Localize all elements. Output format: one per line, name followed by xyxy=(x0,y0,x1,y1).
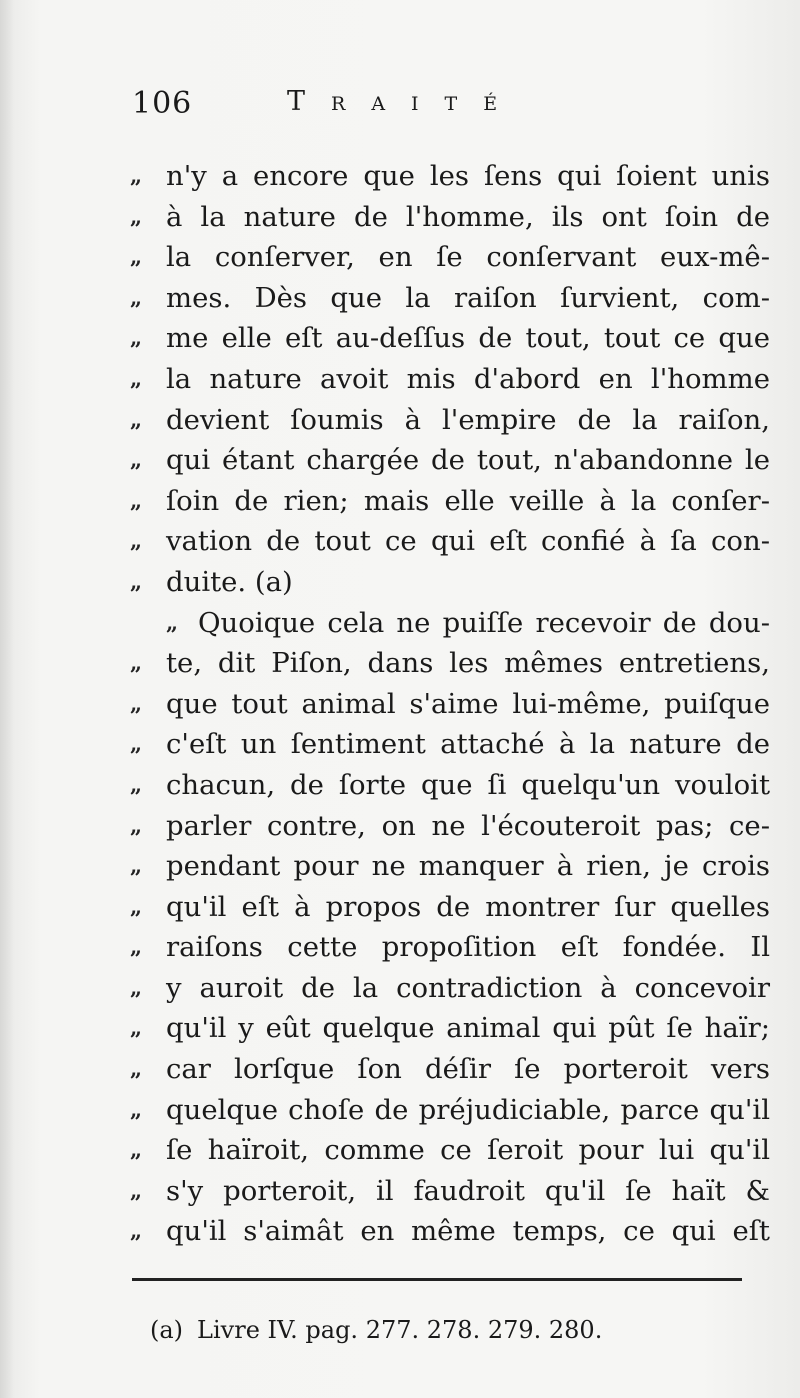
page-header xyxy=(132,86,772,136)
quotation-mark: „ xyxy=(130,1015,143,1041)
quotation-mark: „ xyxy=(130,893,143,919)
page-gutter-shadow xyxy=(0,0,14,1398)
text-line xyxy=(130,197,770,238)
line-text: c'eſt un ſentiment attaché à la nature de xyxy=(166,728,770,761)
text-line xyxy=(130,927,770,968)
footnote-text: Livre IV. pag. 277. 278. 279. 280. xyxy=(197,1316,603,1344)
line-text: raiſons cette propoſition eſt fondée. Il xyxy=(166,931,770,964)
line-text: Quoique cela ne puiſſe recevoir de dou- xyxy=(198,606,770,639)
line-text: qu'il s'aimât en même temps, ce qui eſt xyxy=(166,1215,770,1248)
line-text: ſoin de rien; mais elle veille à la conſer- xyxy=(166,484,770,517)
page-number: 106 xyxy=(132,86,193,121)
line-text: pendant pour ne manquer à rien, je crois xyxy=(166,850,770,883)
line-text: qu'il y eût quelque animal qui pût ſe haïr; xyxy=(166,1012,770,1045)
text-line xyxy=(130,1090,770,1131)
text-line xyxy=(130,440,770,481)
quotation-mark: „ xyxy=(130,406,143,432)
text-line xyxy=(130,765,770,806)
line-text: devient ſoumis à l'empire de la raiſon, xyxy=(166,403,770,436)
text-line xyxy=(130,521,770,562)
quotation-mark: „ xyxy=(130,203,143,229)
footnote-rule xyxy=(132,1278,742,1281)
quotation-mark: „ xyxy=(130,1096,143,1122)
quotation-mark: „ xyxy=(130,365,143,391)
line-text: à la nature de l'homme, ils ont ſoin de xyxy=(166,200,770,233)
quotation-mark: „ xyxy=(130,244,143,270)
text-line xyxy=(130,481,770,522)
text-line xyxy=(130,1008,770,1049)
footnote xyxy=(150,1316,602,1344)
quotation-mark: „ xyxy=(130,163,143,188)
quotation-mark: „ xyxy=(130,1218,143,1244)
quotation-mark: „ xyxy=(130,934,143,960)
line-text: quelque choſe de préjudiciable, parce qu'il xyxy=(166,1093,770,1126)
quotation-mark: „ xyxy=(130,853,143,879)
text-line xyxy=(130,806,770,847)
text-line xyxy=(130,968,770,1009)
line-text: duite. (a) xyxy=(166,565,293,598)
line-text: me elle eſt au-deſſus de tout, tout ce que xyxy=(166,322,770,355)
text-line xyxy=(130,684,770,725)
quotation-mark: „ xyxy=(130,528,143,554)
line-text: n'y a encore que les ſens qui ſoient unis xyxy=(166,160,770,192)
line-text: vation de tout ce qui eſt confié à ſa con- xyxy=(166,525,770,558)
line-text: ſe haïroit, comme ce ſeroit pour lui qu'il xyxy=(166,1134,770,1167)
text-line xyxy=(130,887,770,928)
line-text: qui étant chargée de tout, n'abandonne le xyxy=(166,444,770,477)
line-text: la conſerver, en ſe conſervant eux-mê- xyxy=(166,241,770,274)
line-text: mes. Dès que la raiſon ſurvient, com- xyxy=(166,281,770,314)
quotation-mark: „ xyxy=(130,447,143,473)
text-line xyxy=(130,1049,770,1090)
footnote-mark: (a) xyxy=(150,1316,184,1344)
quotation-mark: „ xyxy=(130,974,143,1000)
quotation-mark: „ xyxy=(166,609,179,635)
text-line xyxy=(130,643,770,684)
line-text: parler contre, on ne l'écouteroit pas; ce- xyxy=(166,809,770,842)
quotation-mark: „ xyxy=(130,650,143,676)
text-line xyxy=(130,237,770,278)
text-line xyxy=(130,156,770,197)
text-line xyxy=(130,1211,770,1252)
text-line xyxy=(130,1171,770,1212)
running-title: Traité xyxy=(287,86,524,117)
quotation-mark: „ xyxy=(130,1056,143,1082)
text-line xyxy=(130,603,770,644)
line-text: chacun, de ſorte que ſi quelqu'un vouloit xyxy=(166,768,770,801)
text-line xyxy=(130,846,770,887)
quotation-mark: „ xyxy=(130,771,143,797)
text-line xyxy=(130,318,770,359)
line-text: qu'il eſt à propos de montrer ſur quelles xyxy=(166,890,770,923)
quotation-mark: „ xyxy=(130,812,143,838)
text-line xyxy=(130,1130,770,1171)
line-text: car lorſque ſon déſir ſe porteroit vers xyxy=(166,1053,770,1086)
text-line xyxy=(130,562,770,603)
quotation-mark: „ xyxy=(130,325,143,351)
text-line xyxy=(130,400,770,441)
quotation-mark: „ xyxy=(130,284,143,310)
line-text: que tout animal s'aime lui-même, puiſque xyxy=(166,687,770,720)
quotation-mark: „ xyxy=(130,487,143,513)
quotation-mark: „ xyxy=(130,568,143,594)
text-line xyxy=(130,278,770,319)
text-line xyxy=(130,724,770,765)
line-text: la nature avoit mis d'abord en l'homme xyxy=(166,362,770,395)
line-text: s'y porteroit, il faudroit qu'il ſe haït & xyxy=(166,1174,770,1207)
quotation-mark: „ xyxy=(130,731,143,757)
line-text: y auroit de la contradiction à concevoir xyxy=(166,971,770,1004)
line-text: te, dit Piſon, dans les mêmes entretiens, xyxy=(166,647,770,680)
quotation-mark: „ xyxy=(130,1177,143,1203)
text-line xyxy=(130,359,770,400)
quotation-mark: „ xyxy=(130,1137,143,1163)
body-text xyxy=(130,156,770,1252)
quotation-mark: „ xyxy=(130,690,143,716)
